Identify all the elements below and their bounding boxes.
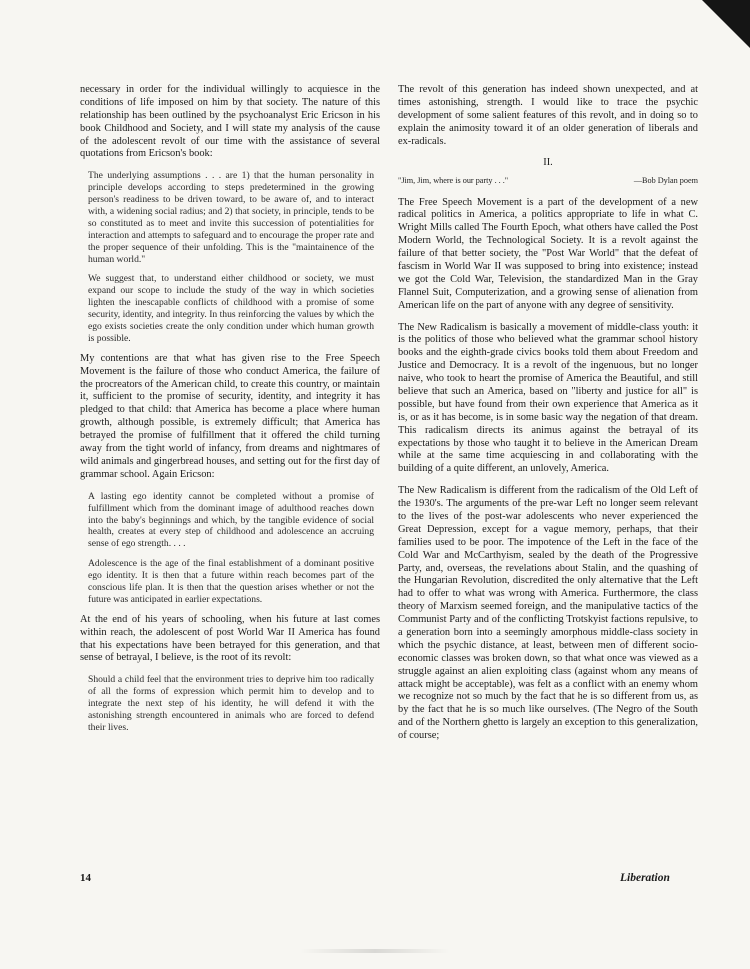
scan-artifact bbox=[300, 949, 450, 953]
left-column bbox=[80, 84, 380, 742]
block-quote: A lasting ego identity cannot be completed without a promise of fulfillment which from the dominant image of adulthood reaches down into the baby's beginnings and which, by the tangible evidence of social health, creates at every step of childhood and adolescence an accruing sense of ego strength. . . . bbox=[88, 490, 374, 550]
epigraph-text: "Jim, Jim, where is our party . . ." bbox=[398, 176, 509, 186]
paragraph: The New Radicalism is basically a movement of middle-class youth: it is the politics of those who believed what the grammar school history books and the eighth-grade civics books told them about Freedom and Justice and Democracy. It is a revolt of the ingenuous, but no longer naive, who took to heart the promise of America the Beautiful, and still believe that such an America, based on "liberty and justice for all" is possible, but have found from their own experience that America as it is, or as it has become, is in some basic way the negation of that dream. This radicalism directs its animus against the betrayal of its expectations by those who taught it to believe in the American Dream while at the same time acquiescing in and collaborating with the building of a quite different, an unlovely, America. bbox=[398, 321, 698, 475]
block-quote: The underlying assumptions . . . are 1) that the human personality in principle develops according to steps predetermined in the growing person's readiness to be driven toward, to be aware of, and to interact with, a widening social radius; and 2) that society, in principle, tends to be so constituted as to meet and invite this succession of potentialities for interaction and attempts to safeguard and to encourage the proper rate and the proper sequence of their unfolding. This is the "maintainence of the human world." bbox=[88, 170, 374, 265]
paragraph: necessary in order for the individual willingly to acquiesce in the conditions of life imposed on him by that society. The nature of this relationship has been outlined by the psychoanalyst Eric Ericson in his book Childhood and Society, and I will state my analysis of the cause of the adolescent revolt of our time with the assistance of several quotations from Ericson's book: bbox=[80, 84, 380, 160]
epigraph-source: —Bob Dylan poem bbox=[633, 176, 698, 186]
epigraph bbox=[398, 176, 698, 186]
publication-title: Liberation bbox=[620, 872, 670, 884]
corner-mark bbox=[702, 0, 750, 48]
block-quote: Should a child feel that the environment tries to deprive him too radically of all the forms of expression which permit him to develop and to integrate the next step of his identity, he will defend it with the astonishing strength encountered in animals who are forced to defend their lives. bbox=[88, 674, 374, 733]
paragraph: My contentions are that what has given rise to the Free Speech Movement is the failure of those who conduct America, the failure of the procreators of the American child, to create this country, or maintain it, sufficient to the promise of security, identity, and integrity it has pledged to that child: that America has become a place where human growth, although possible, is extremely difficult; that America has betrayed the promise of fulfillment that it offered the child turning away from the tight world of infancy, from dreams and nightmares of wild animals and gingerbread houses, and setting out for the first day of grammar school. Again Ericson: bbox=[80, 352, 380, 480]
paragraph: The New Radicalism is different from the radicalism of the Old Left of the 1930's. The arguments of the pre-war Left no longer seem relevant to the lives of the post-war adolescents who never experienced the Great Depression, except for a vague memory, perhaps, that their families used to be poor. The impotence of the Left in the face of the Cold War and McCarthyism, sealed by the death of the Progressive Party, and, overseas, the revelations about Stalin, and the quashing of the Hungarian Revolution, discredited the only alternative that the Left had to offer to what was wrong with America. Furthermore, the class theory of Marxism seemed foreign, and the manipulative tactics of the Communist Party and of the conflicting Trotskyist factions repulsive, to a generation born into a seemingly amorphous middle-class society in which the psychic distance, at least, between men of different socio-economic classes was broken down, so that what once was viewed as a struggle against an alien exploiting class (against whom any means of attack might be acceptable), was felt as a conflict with an enemy whom we recognize not so much by the fact that he is so different from us, as by the fact that he is so much like ourselves. (The Negro of the South and of the Northern ghetto is largely an exception to this generalization, of course; bbox=[398, 485, 698, 742]
block-quote: We suggest that, to understand either childhood or society, we must expand our scope to include the study of the way in which societies lighten the inescapable conflicts of childhood with a promise of some security, identity, and integrity. In thus reinforcing the values by which the ego exists societies create the only condition under which human growth is possible. bbox=[88, 273, 374, 344]
right-column bbox=[398, 84, 698, 752]
section-number: II. bbox=[543, 157, 553, 169]
page-number: 14 bbox=[80, 872, 91, 884]
paragraph: At the end of his years of schooling, when his future at last comes within reach, the adolescent of post World War II America has found that his expectations have been betrayed for this generation, and that sense of betrayal, I believe, is the root of its revolt: bbox=[80, 613, 380, 664]
block-quote: Adolescence is the age of the final establishment of a dominant positive ego identity. It is then that a future within reach becomes part of the conscious life plan. It is then that the question arises whether or not the future was anticipated in earlier expectations. bbox=[88, 558, 374, 605]
paragraph: The Free Speech Movement is a part of the development of a new radical politics in America, a politics appropriate to life in what C. Wright Mills called The Fourth Epoch, what others have called the Post Modern World, the Technological Society. It is a revolt against the failure of that better society, the "Post War World" that the defeat of fascism in World War II was supposed to bring into existence; instead we got the Cold War, Television, the standardized Man in the Gray Flannel Suit, Computerization, and a growing sense of alienation from American life on the part of anyone with any degree of sensitivity. bbox=[398, 196, 698, 311]
paragraph: The revolt of this generation has indeed shown unexpected, and at times astonishing, strength. I would like to trace the psychic development of some salient features of this revolt, and in doing so to explain the animosity toward it of an older generation of liberals and ex-radicals. bbox=[398, 84, 698, 147]
